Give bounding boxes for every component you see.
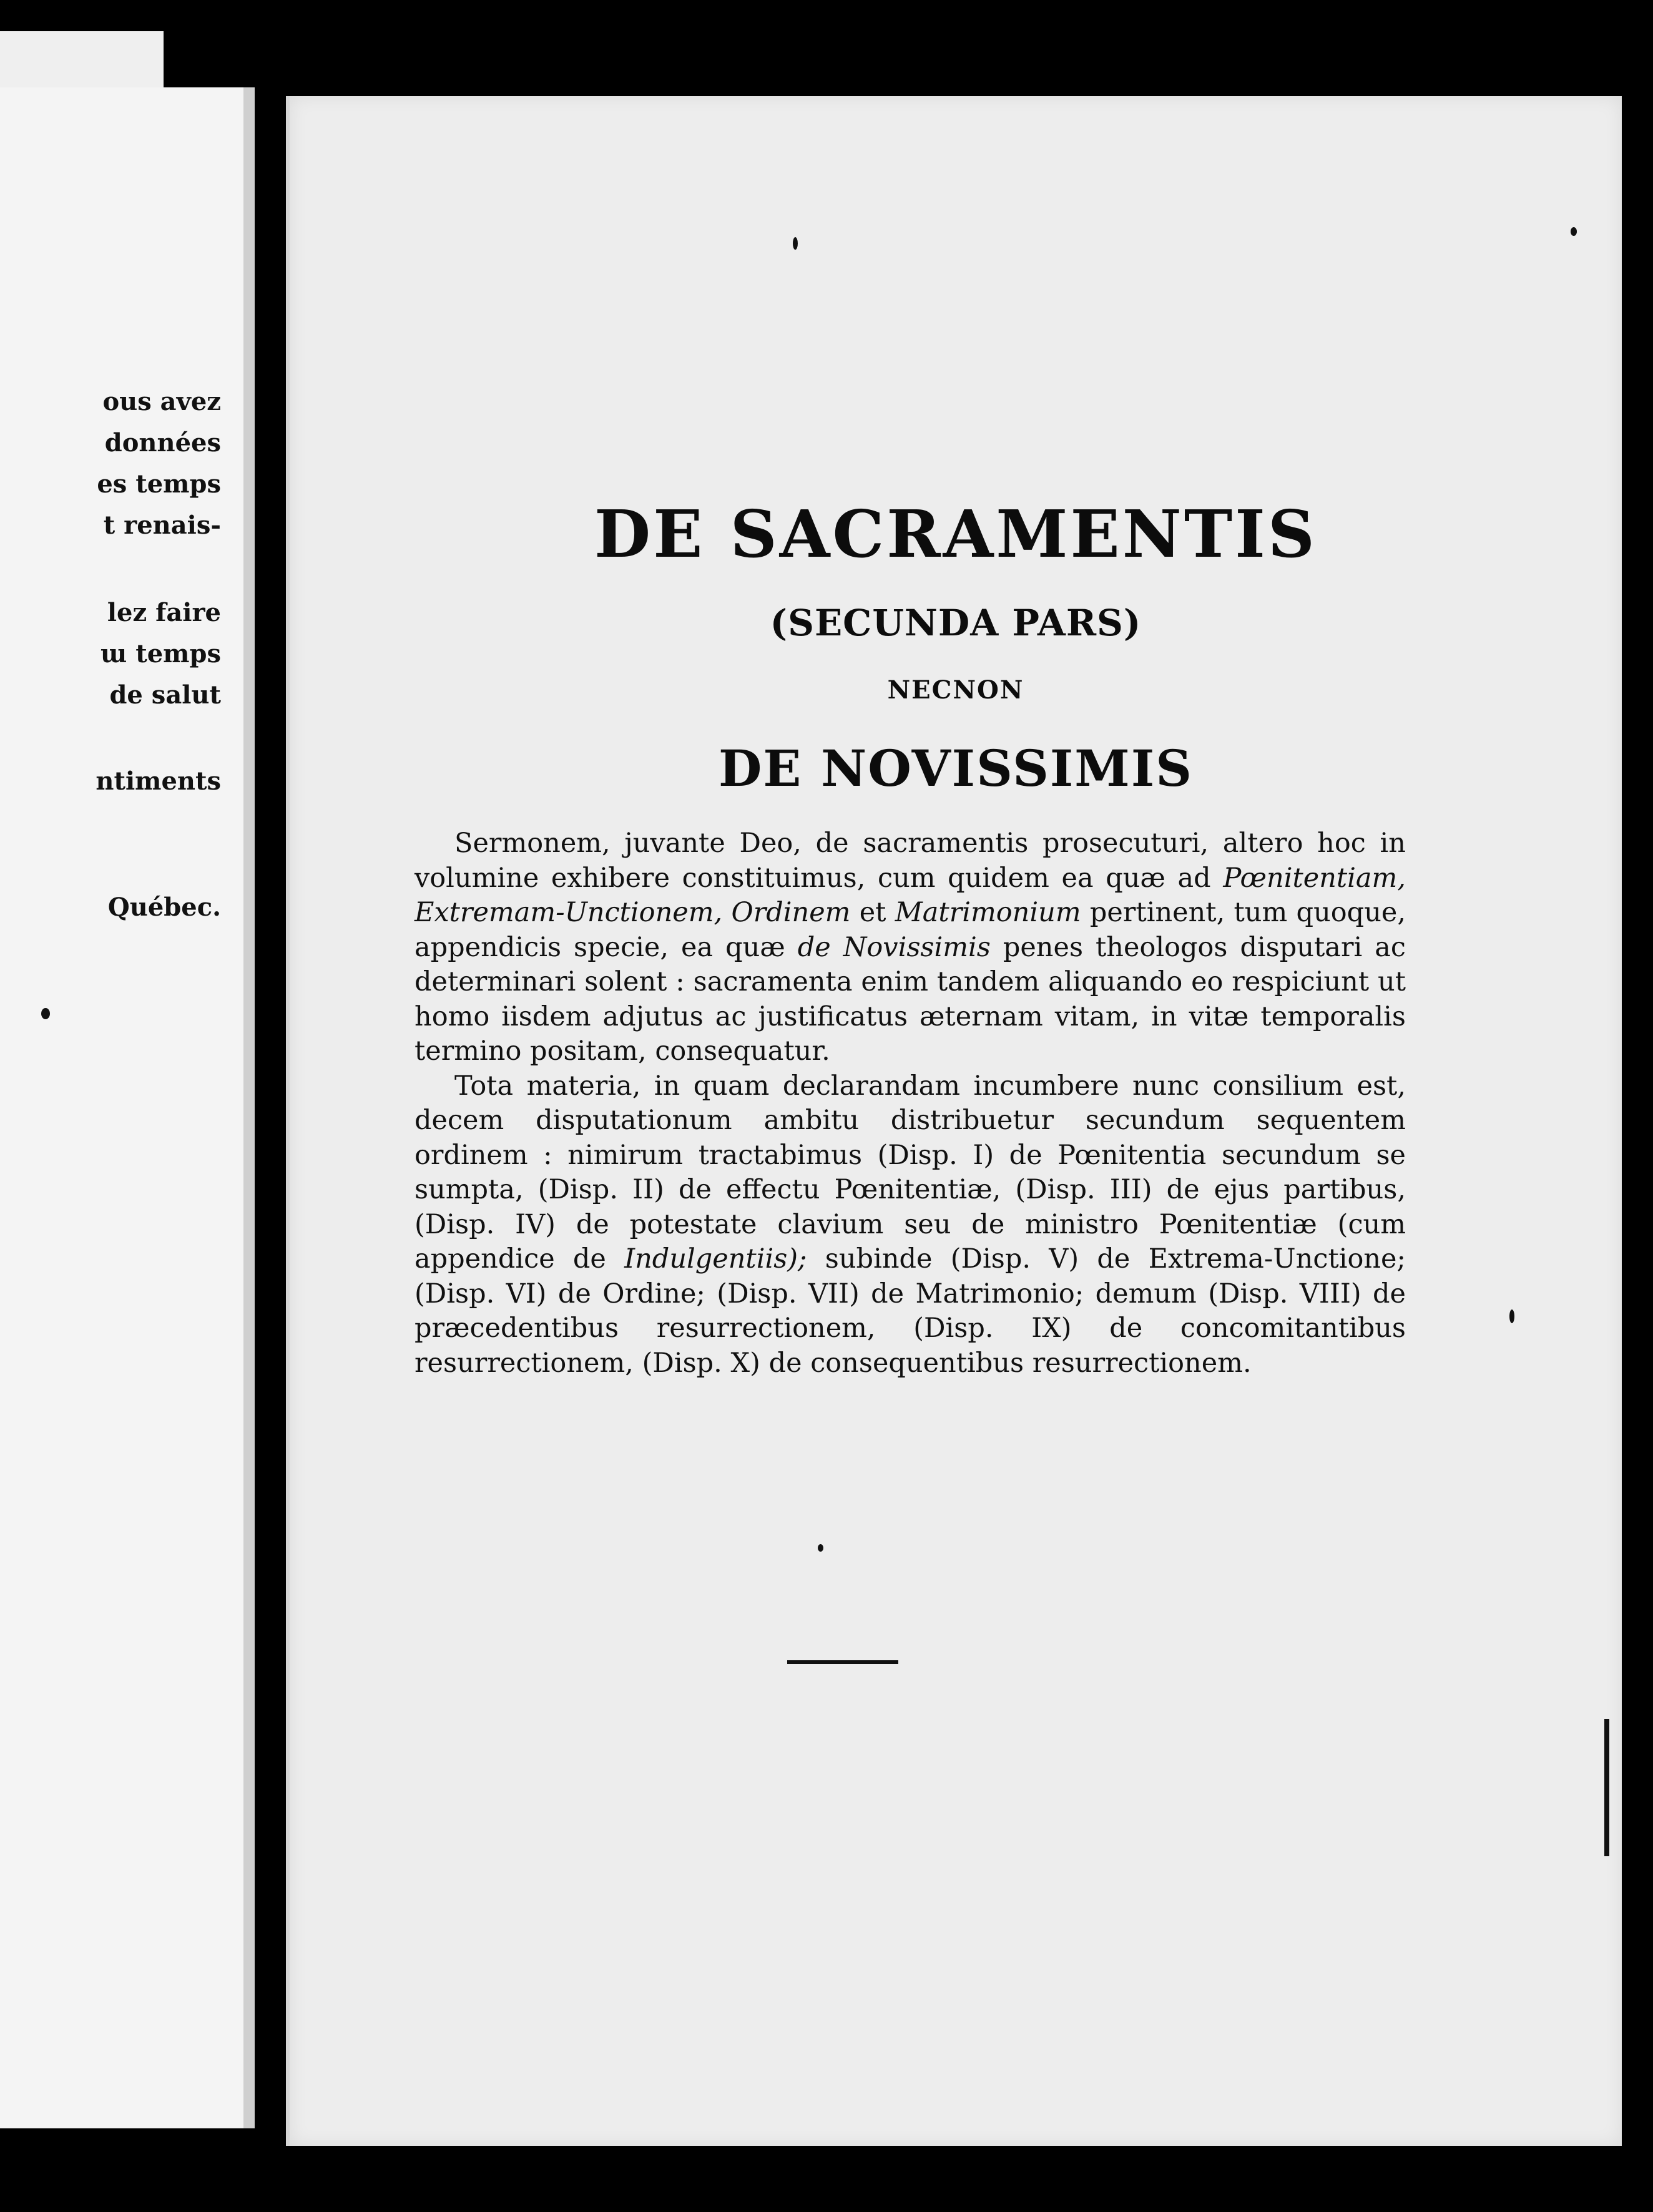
left-page-line: ɯ temps (101, 639, 221, 668)
text-run: pertinent, tum quoque, appendicis specie, ea quæ (414, 897, 1406, 963)
italic-run: Indulgentiis); (624, 1243, 807, 1275)
left-page-line: t renais- (103, 511, 221, 540)
text-run: subinde (Disp. V) de Extrema-Unctione; (Disp. VI) de Ordine; (Disp. VII) de Matrimonio; demum (Disp. VIII) de præcedentibus resurrectionem, (Disp. IX) de concomitantibus resurrectionem, (Disp. X) de consequentibus resurrectionem. (414, 1243, 1406, 1379)
italic-run: Pœnitentiam, Extremam-Unctionem, Ordinem (414, 862, 1406, 928)
left-page-line: Québec. (107, 893, 221, 922)
body-text (414, 826, 1406, 1381)
left-page-line: ous avez (102, 387, 221, 416)
title-conjunction: NECNON (887, 675, 1024, 705)
section-rule (787, 1660, 898, 1664)
italic-run: Matrimonium (895, 897, 1081, 928)
page-title: DE SACRAMENTIS (594, 496, 1317, 572)
ink-speck (793, 237, 798, 250)
right-page (286, 96, 1622, 2146)
left-page (0, 87, 255, 2128)
page-title-secondary: DE NOVISSIMIS (718, 739, 1194, 798)
left-page-line: lez faire (107, 598, 221, 627)
page-gutter (255, 94, 290, 2147)
left-page-line: de salut (109, 680, 221, 710)
left-page-line: ntiments (96, 766, 221, 796)
paragraph-1 (414, 826, 1406, 1069)
italic-run: de Novissimis (797, 931, 991, 963)
ink-speck (1509, 1309, 1514, 1323)
ink-speck (818, 1544, 823, 1552)
ink-speck (41, 1008, 50, 1019)
left-page-tab (0, 31, 164, 94)
paragraph-2 (414, 1069, 1406, 1381)
text-run: Sermonem, juvante Deo, de sacramentis prosecuturi, altero hoc in volumine exhibere constituimus, cum quidem ea quæ ad (414, 828, 1406, 894)
left-page-line: es temps (97, 469, 221, 499)
text-run: et (850, 897, 895, 928)
scan-edge-mark (1604, 1719, 1609, 1856)
text-run: penes theologos disputari ac determinari solent : sacramenta enim tandem aliquando eo respiciunt ut homo iisdem adjutus ac justificatus æternam vitam, in vitæ temporalis termino positam, consequatur. (414, 931, 1406, 1067)
page-subtitle: (SECUNDA PARS) (770, 602, 1142, 644)
ink-speck (1571, 227, 1577, 236)
left-page-line: données (104, 428, 221, 458)
text-run: Tota materia, in quam declarandam incumbere nunc consilium est, decem disputationum ambitu distribuetur secundum sequentem ordinem : nimirum tractabimus (Disp. I) de Pœnitentia secundum se sumpta, (Disp. II) de effectu Pœnitentiæ, (Disp. III) de ejus partibus, (Disp. IV) de potestate clavium seu de ministro Pœnitentiæ (cum appendice de (414, 1070, 1406, 1275)
